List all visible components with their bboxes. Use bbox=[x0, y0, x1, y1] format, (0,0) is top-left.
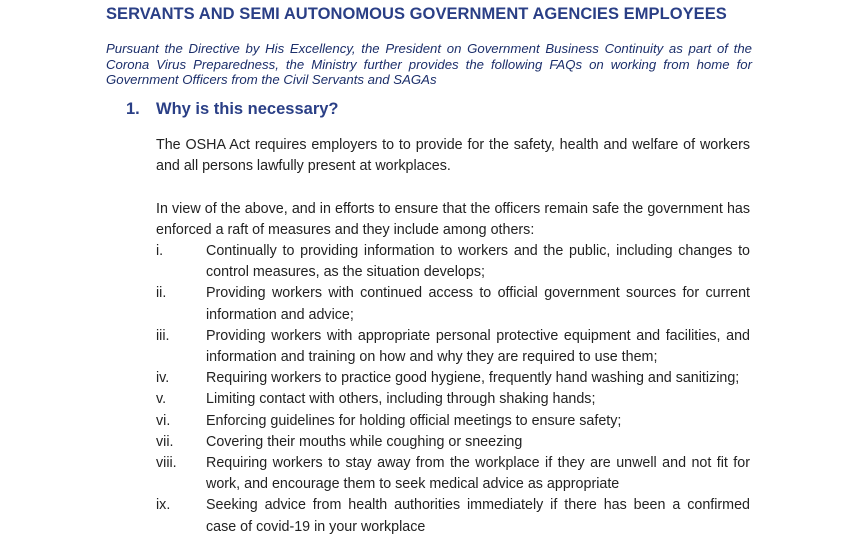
list-marker: vii. bbox=[156, 433, 174, 450]
list-item bbox=[156, 411, 750, 432]
list-item bbox=[156, 283, 750, 325]
list-item-text: Requiring workers to practice good hygiene, frequently hand washing and sanitizing; bbox=[206, 370, 740, 387]
list-item-text: Enforcing guidelines for holding official meetings to ensure safety; bbox=[206, 412, 622, 429]
list-marker: iv. bbox=[156, 370, 170, 387]
list-marker: viii. bbox=[156, 455, 177, 472]
list-item-text: Seeking advice from health authorities immediately if there has been a confirmed case of covid-19 in your workplace bbox=[206, 497, 750, 535]
paragraph-measures-intro: In view of the above, and in efforts to ensure that the officers remain safe the government has enforced a raft of measures and they include among others: bbox=[156, 201, 750, 239]
list-item-text: Providing workers with appropriate personal protective equipment and facilities, and information and training on how and why they are required to use them; bbox=[206, 327, 750, 366]
list-item bbox=[156, 241, 750, 283]
list-marker: vi. bbox=[156, 412, 171, 429]
list-item-text: Limiting contact with others, including through shaking hands; bbox=[206, 391, 596, 408]
list-marker: iii. bbox=[156, 327, 170, 344]
section-number: 1. bbox=[126, 100, 140, 118]
list-item bbox=[156, 368, 750, 389]
list-item bbox=[156, 389, 750, 410]
list-item-text: Continually to providing information to workers and the public, including changes to control measures, as the situation develops; bbox=[206, 243, 750, 281]
list-marker: ii. bbox=[156, 285, 167, 302]
section-heading bbox=[126, 100, 339, 119]
list-marker: ix. bbox=[156, 497, 171, 514]
list-item-text: Requiring workers to stay away from the workplace if they are unwell and not fit for work, and encourage them to seek medical advice as appropriate bbox=[206, 455, 750, 493]
list-marker: v. bbox=[156, 391, 167, 408]
list-item bbox=[156, 432, 750, 453]
list-item bbox=[156, 495, 750, 537]
list-item-text: Providing workers with continued access to official government sources for current information and advice; bbox=[206, 285, 750, 323]
section-title: Why is this necessary? bbox=[156, 100, 339, 118]
document-title: SERVANTS AND SEMI AUTONOMOUS GOVERNMENT AGENCIES EMPLOYEES bbox=[106, 5, 727, 23]
paragraph-osha-act: The OSHA Act requires employers to to provide for the safety, health and welfare of workers and all persons lawfully present at workplaces. bbox=[156, 137, 750, 175]
measures-list bbox=[156, 241, 750, 538]
list-item bbox=[156, 326, 750, 368]
list-item bbox=[156, 453, 750, 495]
intro-paragraph: Pursuant the Directive by His Excellency, the President on Government Business Continuity as part of the Corona Virus Preparedness, the Ministry further provides the following FAQs on working from home for Government Officers from the Civil Servants and SAGAs bbox=[106, 41, 752, 88]
list-item-text: Covering their mouths while coughing or sneezing bbox=[206, 433, 523, 450]
list-marker: i. bbox=[156, 243, 164, 259]
